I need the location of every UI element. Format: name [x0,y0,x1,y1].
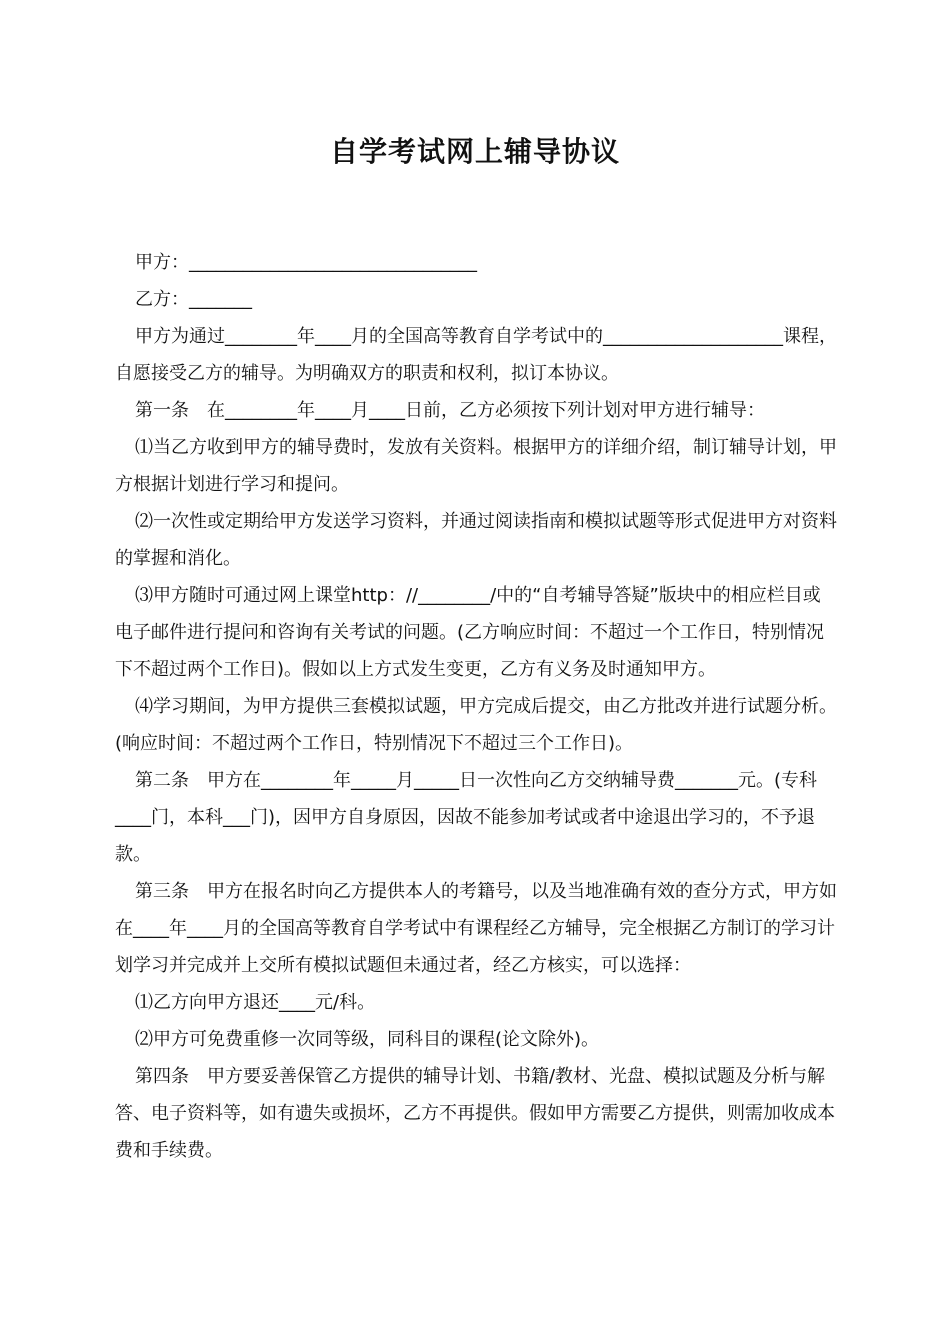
article-1-item-3: ⑶甲方随时可通过网上课堂http：//________/中的“自考辅导答疑”版块中的相应栏目或电子邮件进行提问和咨询有关考试的问题。(乙方响应时间：不超过一个工作日，特别情况下不超过两个工作日)。假如以上方式发生变更，乙方有义务及时通知甲方。 [115,585,825,680]
party-b-line: 乙方：_______ [135,289,252,310]
article-4-paragraph: 第四条 甲方要妥善保管乙方提供的辅导计划、书籍/教材、光盘、模拟试题及分析与解答、电子资料等，如有遗失或损坏，乙方不再提供。假如甲方需要乙方提供，则需加收成本费和手续费。 [115,1066,835,1161]
preamble-paragraph: 甲方为通过________年____月的全国高等教育自学考试中的____________________课程，自愿接受乙方的辅导。为明确双方的职责和权利，拟订本协议。 [115,326,837,384]
article-3-item-2: ⑵甲方可免费重修一次同等级，同科目的课程(论文除外)。 [135,1029,600,1050]
party-a-line: 甲方：________________________________ [135,252,477,273]
article-3-item-1: ⑴乙方向甲方退还____元/科。 [135,992,376,1013]
article-1-item-1: ⑴当乙方收到甲方的辅导费时，发放有关资料。根据甲方的详细介绍，制订辅导计划，甲方根据计划进行学习和提问。 [115,437,837,495]
article-3-paragraph: 第三条 甲方在报名时向乙方提供本人的考籍号，以及当地准确有效的查分方式，甲方如在____年____月的全国高等教育自学考试中有课程经乙方辅导，完全根据乙方制订的学习计划学习并完成并上交所有模拟试题但未通过者，经乙方核实，可以选择： [115,881,837,976]
article-1-item-2: ⑵一次性或定期给甲方发送学习资料，并通过阅读指南和模拟试题等形式促进甲方对资料的掌握和消化。 [115,511,837,569]
article-1-item-4: ⑷学习期间，为甲方提供三套模拟试题，甲方完成后提交，由乙方批改并进行试题分析。(响应时间：不超过两个工作日，特别情况下不超过三个工作日)。 [115,696,837,754]
document-title: 自学考试网上辅导协议 [329,135,620,168]
document-body [115,244,837,1169]
article-1-heading: 第一条 在________年____月____日前，乙方必须按下列计划对甲方进行辅导： [135,400,765,421]
article-2-paragraph: 第二条 甲方在________年_____月_____日一次性向乙方交纳辅导费_______元。(专科____门，本科___门)，因甲方自身原因，因故不能参加考试或者中途退出学习的，不予退款。 [115,770,818,865]
